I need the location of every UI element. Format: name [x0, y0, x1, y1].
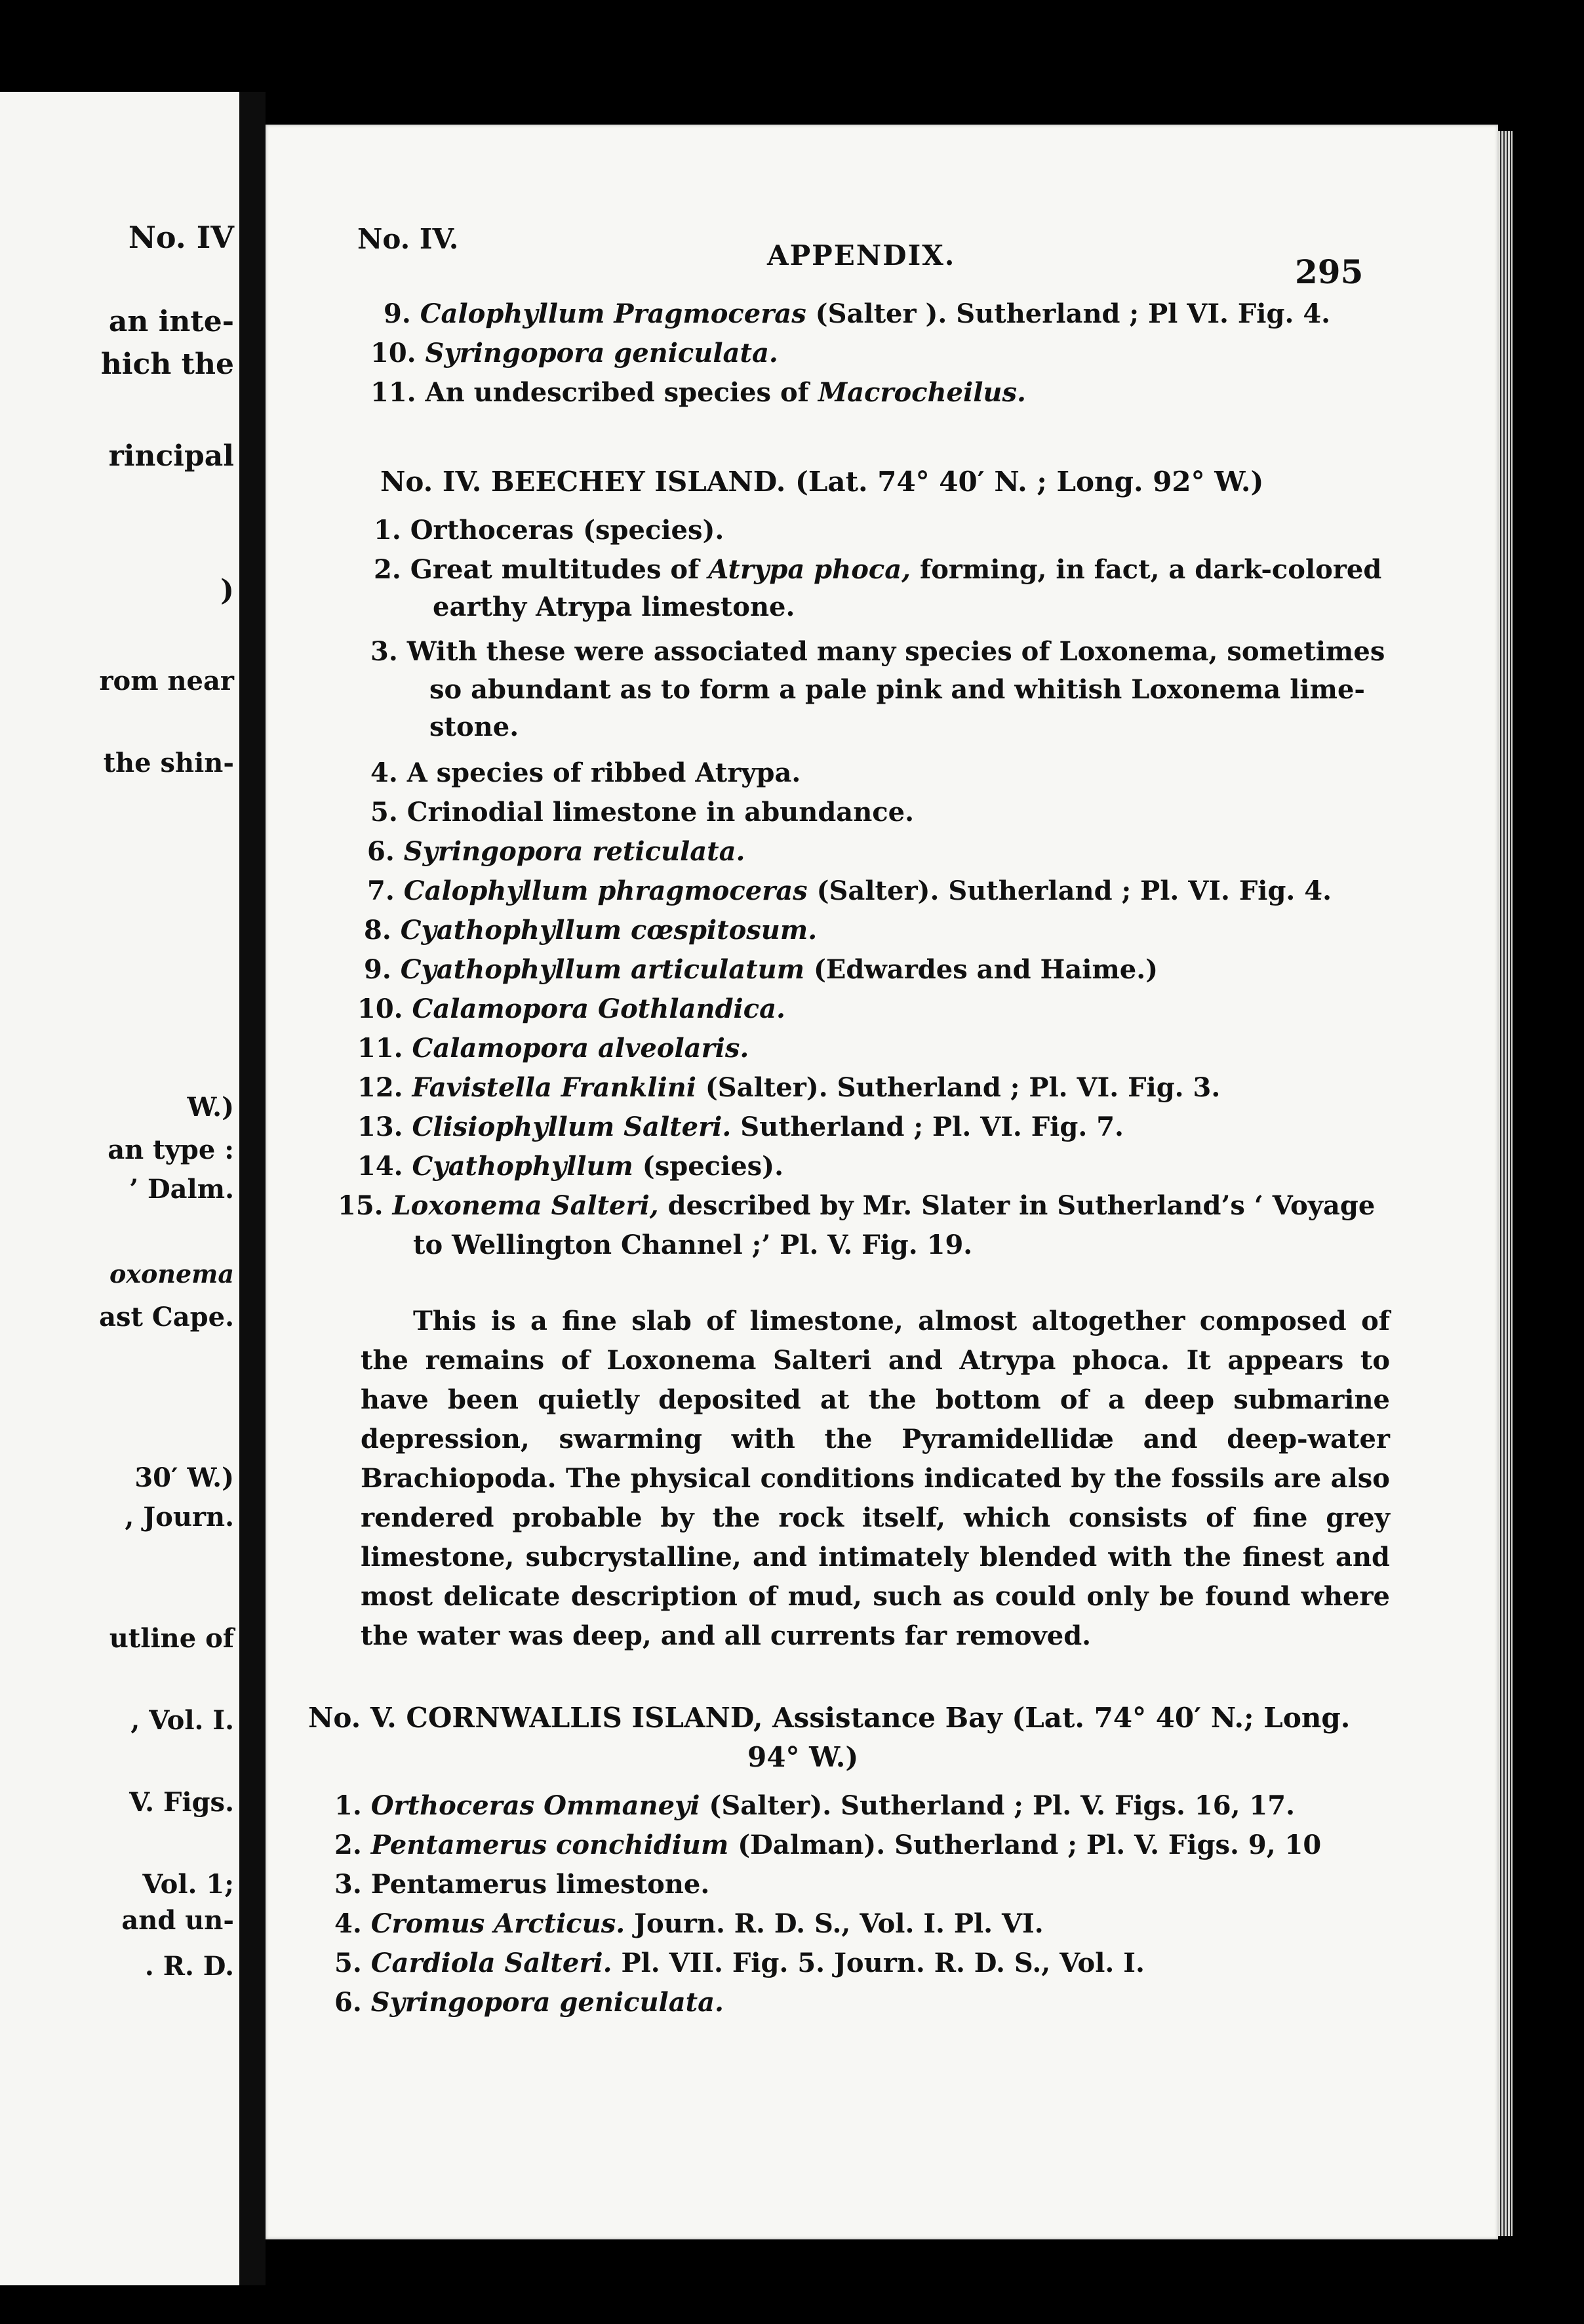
left-page-line: No. IV: [128, 220, 234, 255]
left-page-line: V. Figs.: [129, 1787, 234, 1818]
list-item: 5. Cardiola Salteri. Pl. VII. Fig. 5. Journ. R. D. S., Vol. I.: [334, 1948, 1145, 1978]
list-item: 4. Cromus Arcticus. Journ. R. D. S., Vol. I. Pl. VI.: [334, 1908, 1044, 1939]
left-page-line: , Vol. I.: [130, 1705, 234, 1736]
list-item: 10. Calamopora Gothlandica.: [357, 993, 785, 1024]
list-item: 8. Cyathophyllum cœspitosum.: [364, 915, 818, 946]
running-head-title: APPENDIX.: [767, 239, 956, 271]
left-page-line: 30′ W.): [134, 1462, 234, 1493]
left-page-line: hich the: [100, 348, 234, 381]
list-item: 14. Cyathophyllum (species).: [357, 1151, 784, 1182]
section-heading: No. V. CORNWALLIS ISLAND, Assistance Bay (Lat. 74° 40′ N.; Long.: [308, 1702, 1351, 1734]
left-page-line: utline of: [109, 1623, 234, 1654]
left-page-line: the shin-: [103, 748, 234, 778]
left-facing-page: [0, 92, 239, 2285]
page-edges: [1498, 131, 1513, 2236]
list-item: 13. Clisiophyllum Salteri. Sutherland ; Pl. VI. Fig. 7.: [357, 1112, 1124, 1142]
list-item: 9. Cyathophyllum articulatum (Edwardes and Haime.): [364, 954, 1158, 985]
list-item-continuation: earthy Atrypa limestone.: [433, 591, 795, 622]
list-item-continuation: stone.: [429, 711, 519, 742]
left-page-line: and un-: [121, 1905, 234, 1936]
running-head-left: No. IV.: [357, 223, 459, 255]
list-item-continuation: so abundant as to form a pale pink and whitish Loxonema lime-: [429, 674, 1365, 705]
list-item: 1. Orthoceras Ommaneyi (Salter). Sutherland ; Pl. V. Figs. 16, 17.: [334, 1790, 1296, 1821]
left-page-line: , Journ.: [125, 1502, 234, 1533]
list-item: 5. Crinodial limestone in abundance.: [370, 797, 915, 828]
page-number: 295: [1295, 252, 1364, 291]
left-page-line: ast Cape.: [99, 1302, 234, 1332]
section-heading-continuation: 94° W.): [747, 1741, 859, 1773]
list-item: 11. An undescribed species of Macrocheilus.: [370, 377, 1026, 408]
left-page-line: rom near: [99, 666, 234, 696]
left-page-line: an inte-: [108, 305, 234, 338]
list-item: 10. Syringopora geniculata.: [370, 338, 778, 369]
list-item: 3. Pentamerus limestone.: [334, 1869, 710, 1900]
list-item: 12. Favistella Franklini (Salter). Sutherland ; Pl. VI. Fig. 3.: [357, 1072, 1221, 1103]
list-item: 4. A species of ribbed Atrypa.: [370, 757, 801, 788]
list-item: 9. Calophyllum Pragmoceras (Salter ). Sutherland ; Pl VI. Fig. 4.: [384, 298, 1331, 329]
list-item: 15. Loxonema Salteri, described by Mr. Slater in Sutherland’s ‘ Voyage: [338, 1190, 1376, 1221]
left-page-line: ’ Dalm.: [129, 1174, 234, 1205]
list-item: 6. Syringopora geniculata.: [334, 1987, 724, 2018]
body-paragraph: This is a fine slab of limestone, almost altogether composed of the remains of Loxonema Salteri and Atrypa phoca. It appears to have been quietly deposited at the bottom of a deep submarine depression, swarming with the Pyramidellidæ and deep-water Brachiopoda. The physical conditions indicated by the fossils are also rendered probable by the rock itself, which consists of fine grey limestone, subcrystalline, and intimately blended with the finest and most delicate description of mud, such as could only be found where the water was deep, and all currents far removed.: [361, 1306, 1390, 1651]
left-page-line: ): [220, 574, 234, 607]
left-page-line: an type :: [108, 1134, 234, 1165]
left-page-line: Vol. 1;: [142, 1869, 234, 1900]
list-item: 7. Calophyllum phragmoceras (Salter). Sutherland ; Pl. VI. Fig. 4.: [367, 875, 1332, 906]
left-page-line: W.): [187, 1092, 234, 1123]
book-gutter: [239, 92, 266, 2285]
list-item: 11. Calamopora alveolaris.: [357, 1033, 749, 1064]
left-page-line: oxonema: [109, 1259, 234, 1289]
list-item: 6. Syringopora reticulata.: [367, 836, 745, 867]
left-page-line: . R. D.: [144, 1951, 234, 1982]
list-item: 2. Great multitudes of Atrypa phoca, forming, in fact, a dark-colored: [374, 554, 1382, 585]
list-item: 3. With these were associated many species of Loxonema, sometimes: [370, 636, 1385, 667]
left-page-line: rincipal: [108, 439, 234, 473]
section-heading: No. IV. BEECHEY ISLAND. (Lat. 74° 40′ N. ; Long. 92° W.): [380, 466, 1264, 498]
list-item: 2. Pentamerus conchidium (Dalman). Sutherland ; Pl. V. Figs. 9, 10: [334, 1830, 1322, 1860]
list-item: 1. Orthoceras (species).: [374, 515, 724, 546]
page-295: [266, 125, 1498, 2239]
list-item-continuation: to Wellington Channel ;’ Pl. V. Fig. 19.: [413, 1230, 973, 1260]
